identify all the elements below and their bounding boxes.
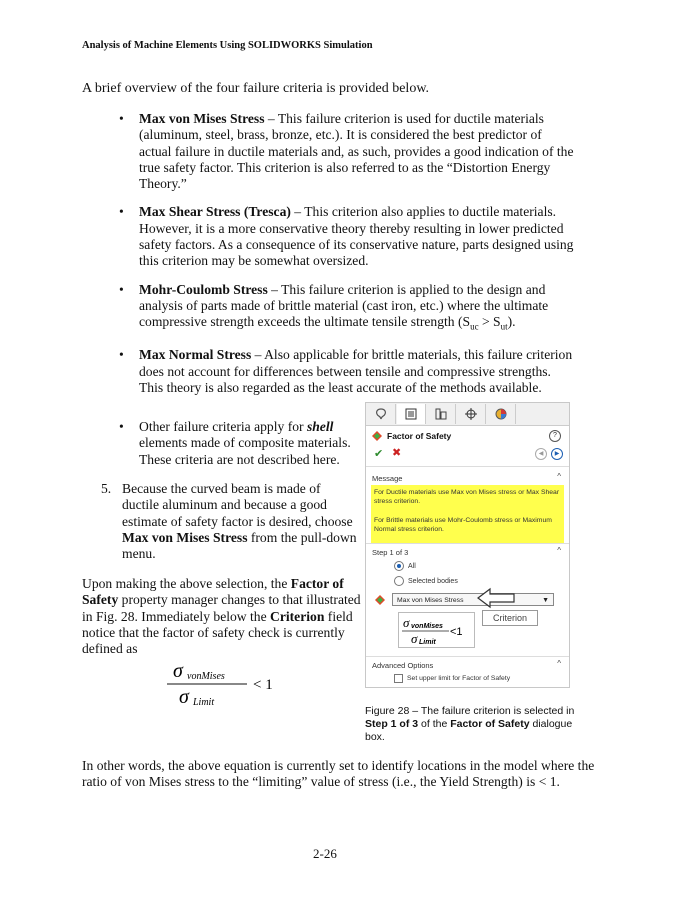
para2-text-a: Upon making the above selection, the [82, 576, 291, 591]
bullet-other-criteria [117, 419, 357, 480]
caption-bold-d: Factor of Safety [450, 718, 530, 730]
bullet-term: Mohr-Coulomb Stress [139, 281, 268, 297]
safety-formula [165, 660, 305, 710]
bullet-dot: • [119, 111, 124, 126]
message-section-label: Message [372, 474, 403, 483]
appearance-icon [494, 407, 508, 421]
formula-sigma-den: σ [179, 686, 189, 708]
property-manager-tab[interactable] [397, 404, 426, 424]
bullet-other [117, 419, 357, 468]
bullet-dot: • [119, 347, 124, 363]
para2-text-c: property manager changes to that illustrated in Fig. 28. Immediately below the [82, 592, 361, 624]
bullet-term: Max Shear Stress (Tresca) [139, 204, 291, 220]
upper-limit-checkbox[interactable] [394, 674, 510, 683]
intro-paragraph: A brief overview of the four failure criteria is provided below. [82, 81, 430, 96]
message-box [371, 485, 564, 543]
formula-sigma-num: σ [173, 660, 183, 682]
back-arrow-icon[interactable]: ◀ [535, 448, 547, 460]
radio-button[interactable] [394, 576, 404, 586]
crosshair-icon [464, 407, 478, 421]
collapse-caret-icon[interactable]: ^ [557, 659, 561, 668]
panel-formula-sigma-num: σ [403, 615, 410, 630]
bullet-text: – This criterion also applies to ductile materials. However, it is a more conservative theory thereby resulting in lower predicted safety factors. As a consequence of its conservative nature, parts designed using this criterion may be somewhat oversized. [139, 204, 574, 269]
paragraph-selection [82, 576, 362, 657]
panel-title [371, 430, 451, 442]
bullet-text: – This failure criterion is applied to the design and analysis of parts made of brittle material (cast iron, etc.) where the ultimate compressive strength exceeds the ultimate tensile strength (S [139, 281, 549, 330]
checkbox-label: Set upper limit for Factor of Safety [407, 675, 511, 682]
divider [366, 466, 569, 467]
panel-formula-den-sub: Limit [419, 639, 436, 646]
step-bold: Max von Mises Stress [122, 529, 248, 545]
formula-num-sub: vonMises [187, 671, 225, 682]
factor-of-safety-panel [365, 402, 570, 688]
panel-formula-num-sub: vonMises [411, 623, 443, 630]
advanced-options-label: Advanced Options [372, 661, 434, 670]
property-icon [404, 407, 418, 421]
bullet-term: Max von Mises Stress [139, 111, 265, 126]
failure-criteria-list [117, 111, 577, 408]
panel-title-text: Factor of Safety [387, 431, 452, 441]
step-text [122, 481, 357, 562]
criterion-callout: Criterion [482, 610, 538, 626]
ok-check-icon[interactable]: ✔ [374, 448, 384, 460]
caption-bold-b: Step 1 of 3 [365, 718, 419, 730]
step-section-label: Step 1 of 3 [372, 548, 409, 557]
bullet-von-mises [117, 111, 577, 192]
panel-tab-bar [366, 403, 569, 426]
bullet-dot: • [119, 419, 124, 434]
subscript-ut: ut [500, 321, 508, 332]
configuration-tab[interactable] [427, 404, 456, 424]
step-text-pre: Because the curved beam is made of ductile aluminum and because a good estimate of safety factor is desired, choose [122, 481, 353, 529]
para2-bold-d: Criterion [270, 608, 325, 624]
criterion-select-value: Max von Mises Stress [397, 597, 464, 604]
formula-den-sub: Limit [193, 697, 215, 708]
subscript-uc: uc [470, 321, 479, 332]
collapse-caret-icon[interactable]: ^ [557, 546, 561, 555]
para2-text-e: field notice that the factor of safety check is currently defined as [82, 608, 353, 657]
panel-formula-relation: <1 [450, 626, 463, 638]
next-arrow-icon[interactable]: ▶ [551, 448, 563, 460]
radio-all[interactable] [394, 561, 416, 571]
bullet-mohr-coulomb [117, 282, 577, 336]
divider [366, 543, 569, 544]
bullet-text: – This failure criterion is used for ductile materials (aluminum, steel, brass, bronze, etc.). It is considered the best predictor of actual failure in ductile materials and, as such, provides a good indication of the true safety factor. This criterion is also referred to as the “Distortion Energy Theory.” [139, 111, 574, 192]
bullet-max-normal [117, 347, 577, 396]
bullet-text-mid: > S [478, 314, 501, 330]
feature-tree-icon [374, 407, 388, 421]
criterion-icon [374, 594, 386, 606]
configuration-icon [434, 407, 448, 421]
radio-button-selected[interactable] [394, 561, 404, 571]
feature-manager-tab[interactable] [367, 404, 396, 424]
dropdown-arrow-icon[interactable]: ▼ [542, 597, 549, 604]
running-header: Analysis of Machine Elements Using SOLIDWORKS Simulation [82, 40, 373, 51]
dimxpert-tab[interactable] [457, 404, 486, 424]
radio-selected-bodies[interactable] [394, 576, 458, 586]
caption-text-c: of the [418, 718, 451, 730]
bullet-dot: • [119, 204, 124, 220]
bullet-text-end: ). [507, 314, 516, 330]
divider [366, 656, 569, 657]
appearance-tab[interactable] [487, 404, 516, 424]
step-text-post: from the pull-down menu. [122, 529, 357, 562]
factor-of-safety-icon [371, 430, 383, 442]
message-brittle: For Brittle materials use Mohr-Coulomb stress or Maximum Normal stress criterion. [374, 517, 552, 533]
bullet-tresca [117, 204, 577, 269]
caption-text-e: dialogue box. [365, 718, 573, 743]
step-number: 5. [101, 481, 112, 496]
cancel-x-icon[interactable]: ✖ [392, 447, 402, 459]
page-number: 2-26 [313, 846, 337, 861]
criterion-formula [398, 612, 475, 648]
panel-formula-sigma-den: σ [411, 631, 418, 646]
bullet-text: – Also applicable for brittle materials, this failure criterion does not account for differences between tensile and compressive strengths. This theory is also regarded as the least accurate of the methods available. [139, 347, 573, 395]
radio-selected-label: Selected bodies [408, 577, 458, 585]
paragraph-conclusion: In other words, the above equation is currently set to identify locations in the model where the ratio of von Mises stress to the “limiting” value of stress (i.e., the Yield Strength) is < 1. [82, 758, 595, 790]
checkbox[interactable] [394, 674, 403, 683]
criterion-select[interactable] [392, 593, 554, 606]
help-icon[interactable]: ? [549, 430, 561, 442]
radio-all-label: All [408, 562, 416, 570]
caption-text-a: Figure 28 – The failure criterion is selected in [365, 705, 575, 717]
para2-bold-b: Factor of Safety [82, 576, 344, 608]
figure-caption [365, 705, 580, 744]
bullet-text: Other failure criteria apply for [139, 419, 307, 434]
formula-relation: < 1 [253, 677, 273, 693]
message-ductile: For Ductile materials use Max von Mises stress or Max Shear stress criterion. [374, 489, 560, 505]
bullet-text-post: elements made of composite materials. These criteria are not described here. [139, 435, 351, 467]
callout-arrow-icon [476, 587, 516, 609]
collapse-caret-icon[interactable]: ^ [557, 472, 561, 481]
bullet-emphasis: shell [306, 419, 334, 434]
bullet-term: Max Normal Stress [139, 347, 252, 363]
bullet-dot: • [119, 281, 124, 297]
